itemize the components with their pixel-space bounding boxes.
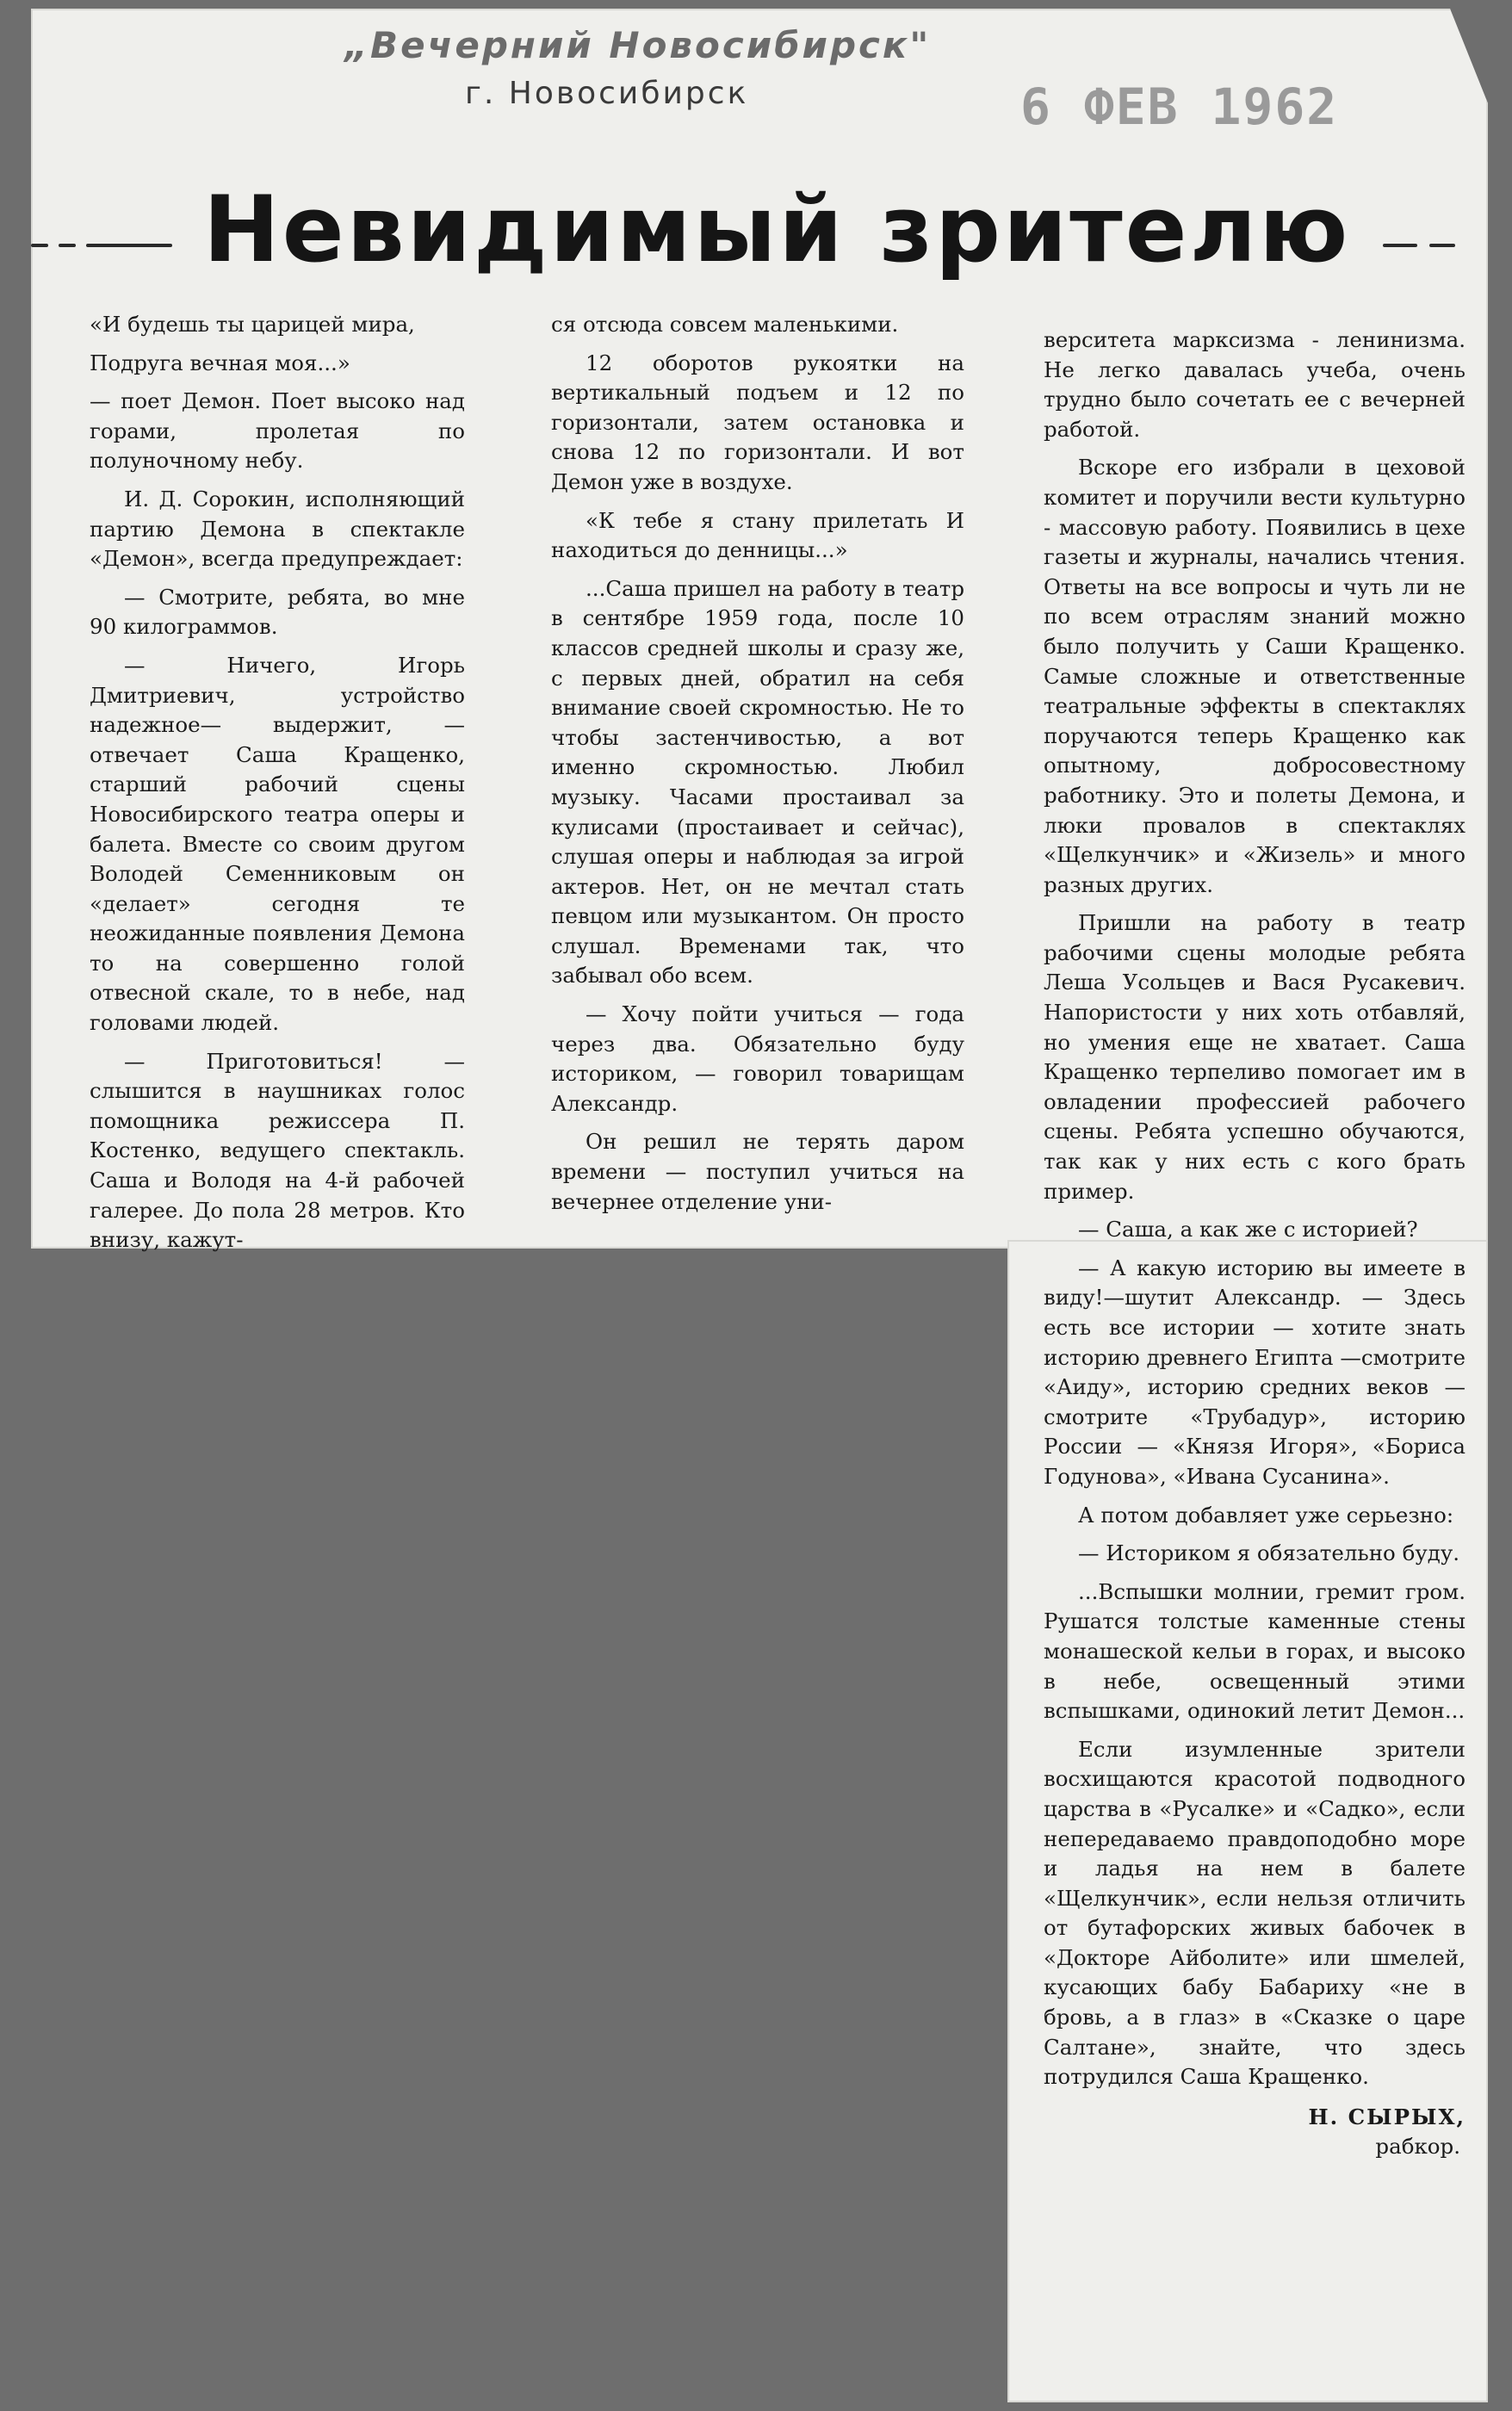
article-paragraph: Вскоре его избрали в цеховой комитет и поручили вести культурно - массовую работу. Появились в цехе газеты и журналы, начались чтения. Ответы на все вопросы и чуть ли не по всем отраслям знаний можно было получить у Саши Кращенко. Самые сложные и ответственные театральные эффекты в спектаклях поручаются теперь Кращенко как опытному, добросовестному работнику. Это и полеты Демона, и люки провалов в спектаклях «Щелкунчик» и «Жизель» и много разных других. [1044,455,1466,897]
newspaper-masthead: „Вечерний Новосибирск" [344,24,932,66]
article-paragraph: И. Д. Сорокин, исполняющий партию Демона в спектакле «Демон», всегда предупреждает: [90,486,465,572]
article-paragraph: Пришли на работу в театр рабочими сцены молодые ребята Леша Усольцев и Вася Русакевич. Напористости у них хоть отбавляй, но умения еще не хватает. Саша Кращенко терпеливо помогает им в овладении профессией рабочего сцены. Ребята успешно обучаются, так как у них есть с кого брать пример. [1044,910,1466,1204]
article-paragraph: верситета марксизма - ленинизма. Не легко давалась учеба, очень трудно было сочетать ее с вечерней работой. [1044,327,1466,442]
article-paragraph: ...Саша пришел на работу в театр в сентябре 1959 года, после 10 классов средней школы и сразу же, с первых дней, обратил на себя внимание своей скромностью. Не то чтобы застенчивостью, а вот именно скромностью. Любил музыку. Часами простаивал за кулисами (простаивает и сейчас), слушая оперы и наблюдая за игрой актеров. Нет, он не мечтал стать певцом или музыкантом. Он просто слушал. Временами так, что забывал обо всем. [551,575,964,989]
article-paragraph: — поет Демон. Поет высоко над горами, пролетая по полуночному небу. [90,388,465,474]
article-title: Невидимый зрителю [203,177,1351,282]
title-dash-right [1429,244,1455,247]
article-paragraph: Он решил не терять даром времени — поступил учиться на вечернее отделение уни- [551,1129,964,1214]
article-paragraph: А потом добавляет уже серьезно: [1078,1502,1454,1528]
article-paragraph: ся отсюда совсем маленькими. [551,312,899,337]
article-column-3 [1044,325,1466,2162]
date-stamp: 6 ФЕВ 1962 [1020,77,1339,136]
article-column-2 [551,310,964,1217]
newspaper-city: г. Новосибирск [465,76,749,111]
article-paragraph: — А какую историю вы имеете в виду!—шутит Александр. — Здесь есть все истории — хотите знать историю древнего Египта —смотрите «Аиду», историю средних веков — смотрите «Трубадур», историю России — «Князя Игоря», «Бориса Годунова», «Ивана Сусанина». [1044,1255,1466,1489]
title-rule-left [86,244,172,247]
article-column-1 [90,310,465,1255]
headline-row [31,177,1488,297]
article-paragraph: «И будешь ты царицей мира, [90,312,415,337]
title-rule-right [1383,244,1417,247]
article-paragraph: 12 оборотов рукоятки на вертикальный подъем и 12 по горизонтали, затем остановка и снова 12 по горизонтали. И вот Демон уже в воздухе. [551,350,964,494]
author-role: рабкор. [1375,2134,1460,2160]
article-paragraph: ...Вспышки молнии, гремит гром. Рушатся толстые каменные стены монашеской кельи в горах, и высоко в небе, освещенный этими вспышками, одинокий летит Демон... [1044,1578,1466,1724]
article-paragraph: Подруга вечная моя...» [90,350,350,375]
title-dash-left-2 [59,244,76,247]
author-signature: Н. СЫРЫХ, [1308,2104,1466,2129]
article-paragraph: — Саша, а как же с историей? [1078,1217,1418,1243]
article-paragraph: «К тебе я стану прилетать И находиться до денницы...» [551,507,964,563]
article-paragraph: — Ничего, Игорь Дмитриевич, устройство надежное— выдержит, — отвечает Саша Кращенко, старший рабочий сцены Новосибирского театра оперы и балета. Вместе со своим другом Володей Семенниковым он «делает» сегодня те неожиданные появления Демона то на совершенно голой отвесной скале, то в небе, над головами людей. [90,652,465,1036]
article-paragraph: — Смотрите, ребята, во мне 90 килограммов. [90,584,465,640]
article-paragraph: — Историком я обязательно буду. [1078,1540,1460,1566]
article-paragraph: — Приготовиться! — слышится в наушниках голос помощника режиссера П. Костенко, ведущего спектакль. Саша и Володя на 4-й рабочей галерее. До пола 28 метров. Кто внизу, кажут- [90,1048,465,1253]
title-dash-left-1 [31,244,48,247]
article-paragraph: Если изумленные зрители восхищаются красотой подводного царства в «Русалке» и «Садко», если непередаваемо правдоподобно море и ладья на нем в балете «Щелкунчик», если нельзя отличить от бутафорских живых бабочек в «Докторе Айболите» или шмелей, кусающих бабу Бабариху «не в бровь, а в глаз» в «Сказке о царе Салтане», знайте, что здесь потрудился Саша Кращенко. [1044,1736,1466,2090]
article-paragraph: — Хочу пойти учиться — года через два. Обязательно буду историком, — говорил товарищам Александр. [551,1001,964,1116]
